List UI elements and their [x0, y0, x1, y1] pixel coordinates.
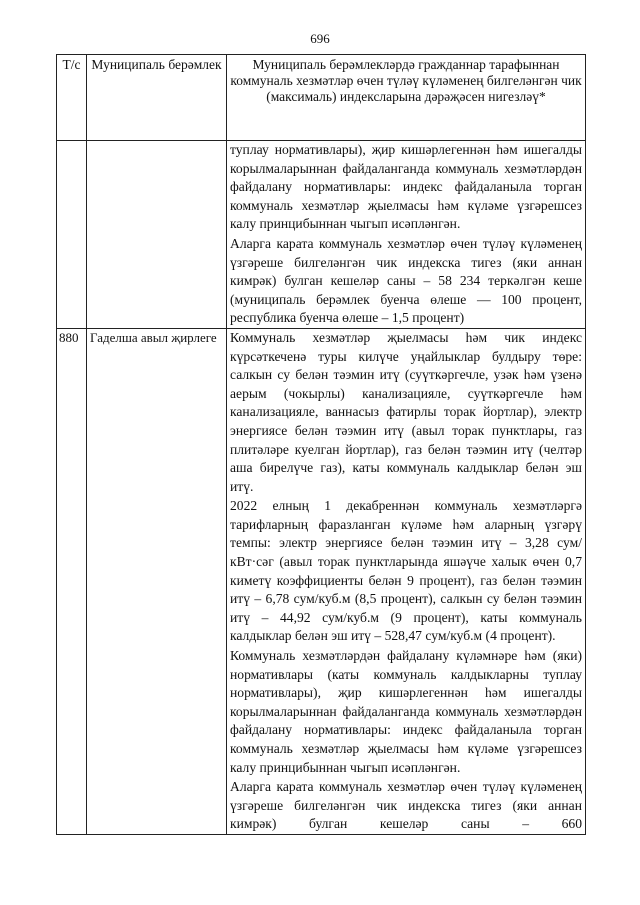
row-municipality: Гаделша авыл җирлеге	[87, 328, 227, 834]
row-number	[57, 141, 87, 329]
description-paragraph: Коммуналь хезмәтләрдән файдалану күләмнәре һәм (яки) нормативлары (каты коммуналь калдыкларны туплау нормативлары), җир кишәрлегеннән һәм ишегалды корылмаларыннан файдаланганда коммуналь хезмәтләрдән файдалану нормативлары: индекс файдаланыла торган коммуналь хезмәтләр җыелмасы һәм күләме үзгәрешсез калу принцибыннан чыгып исәпләнгән.	[230, 648, 582, 775]
description-paragraph: Аларга карата коммуналь хезмәтләр өчен түләү күләменең үзгәреше билгеләнгән чик индекска тигез (яки аннан кимрәк) булган кешеләр саны – 58 234 теркәлгән кеше (муниципаль берәмлек буенча өлеше — 100 процент, республика буенча өлеше – 1,5 процент)	[230, 235, 582, 326]
table-row	[57, 141, 586, 329]
page-number: 696	[310, 31, 330, 46]
header-number: Т/с	[57, 55, 87, 141]
description-paragraph: 2022 елның 1 декабреннән коммуналь хезмәтләргә тарифларның фаразланган күләме һәм аларның үзгәрү темпы: электр энергиясе белән тәэмин итү – 3,28 сум/кВт·сәг (авыл торак пунктларында яшәүче халык өчен 0,7 киметү коэффициенты белән 9 процент), газ белән тәэмин итү – 6,78 сум/куб.м (8,5 процент), салкын су белән тәэмин итү – 44,92 сум/куб.м (9 процент), каты коммуналь калдыклар белән эш итү – 528,47 сум/куб.м (4 процент).	[230, 498, 582, 644]
description-paragraph: туплау нормативлары), җир кишәрлегеннән һәм ишегалды корылмаларыннан файдаланганда коммуналь хезмәтләрдән файдалану нормативлары: индекс файдаланыла торган коммуналь хезмәтләр җыелмасы һәм күләме үзгәрешсез калу принцибыннан чыгып исәпләнгән.	[230, 142, 582, 232]
row-municipality	[87, 141, 227, 329]
header-municipality: Муниципаль берәмлек	[87, 55, 227, 141]
description-paragraph: Коммуналь хезмәтләр җыелмасы һәм чик индекс күрсәткеченә туры килүче уңайлыклар булдыру төре: салкын су белән тәэмин итү (суүткәргечле, узәк һәм үзенә аерым (чокырлы) канализацияле, суүткәргечле һәм канализацияле, ваннасыз фатирлы торак йортлар), электр энергиясе белән тәэмин итү (авыл торак пунктлары, газ плитәләре куелган йортлар), газ белән тәэмин итү (челтәр аша бирелүче газ), каты коммуналь калдыклар белән эш итү.	[230, 329, 582, 494]
header-description: Муниципаль берәмлекләрдә гражданнар тарафыннан коммуналь хезмәтләр өчен түләү күләменең билгеләнгән чик (максималь) индексларына дәрәҗәсен нигезләү*	[227, 55, 586, 141]
row-number: 880	[57, 328, 87, 834]
table-row	[57, 328, 586, 834]
index-table	[56, 54, 586, 835]
description-paragraph: Аларга карата коммуналь хезмәтләр өчен түләү күләменең үзгәреше билгеләнгән чик индекска тигез (яки аннан кимрәк) булган кешеләр саны – 660	[230, 779, 582, 832]
row-description	[227, 328, 586, 834]
table-header-row	[57, 55, 586, 141]
row-description	[227, 141, 586, 329]
